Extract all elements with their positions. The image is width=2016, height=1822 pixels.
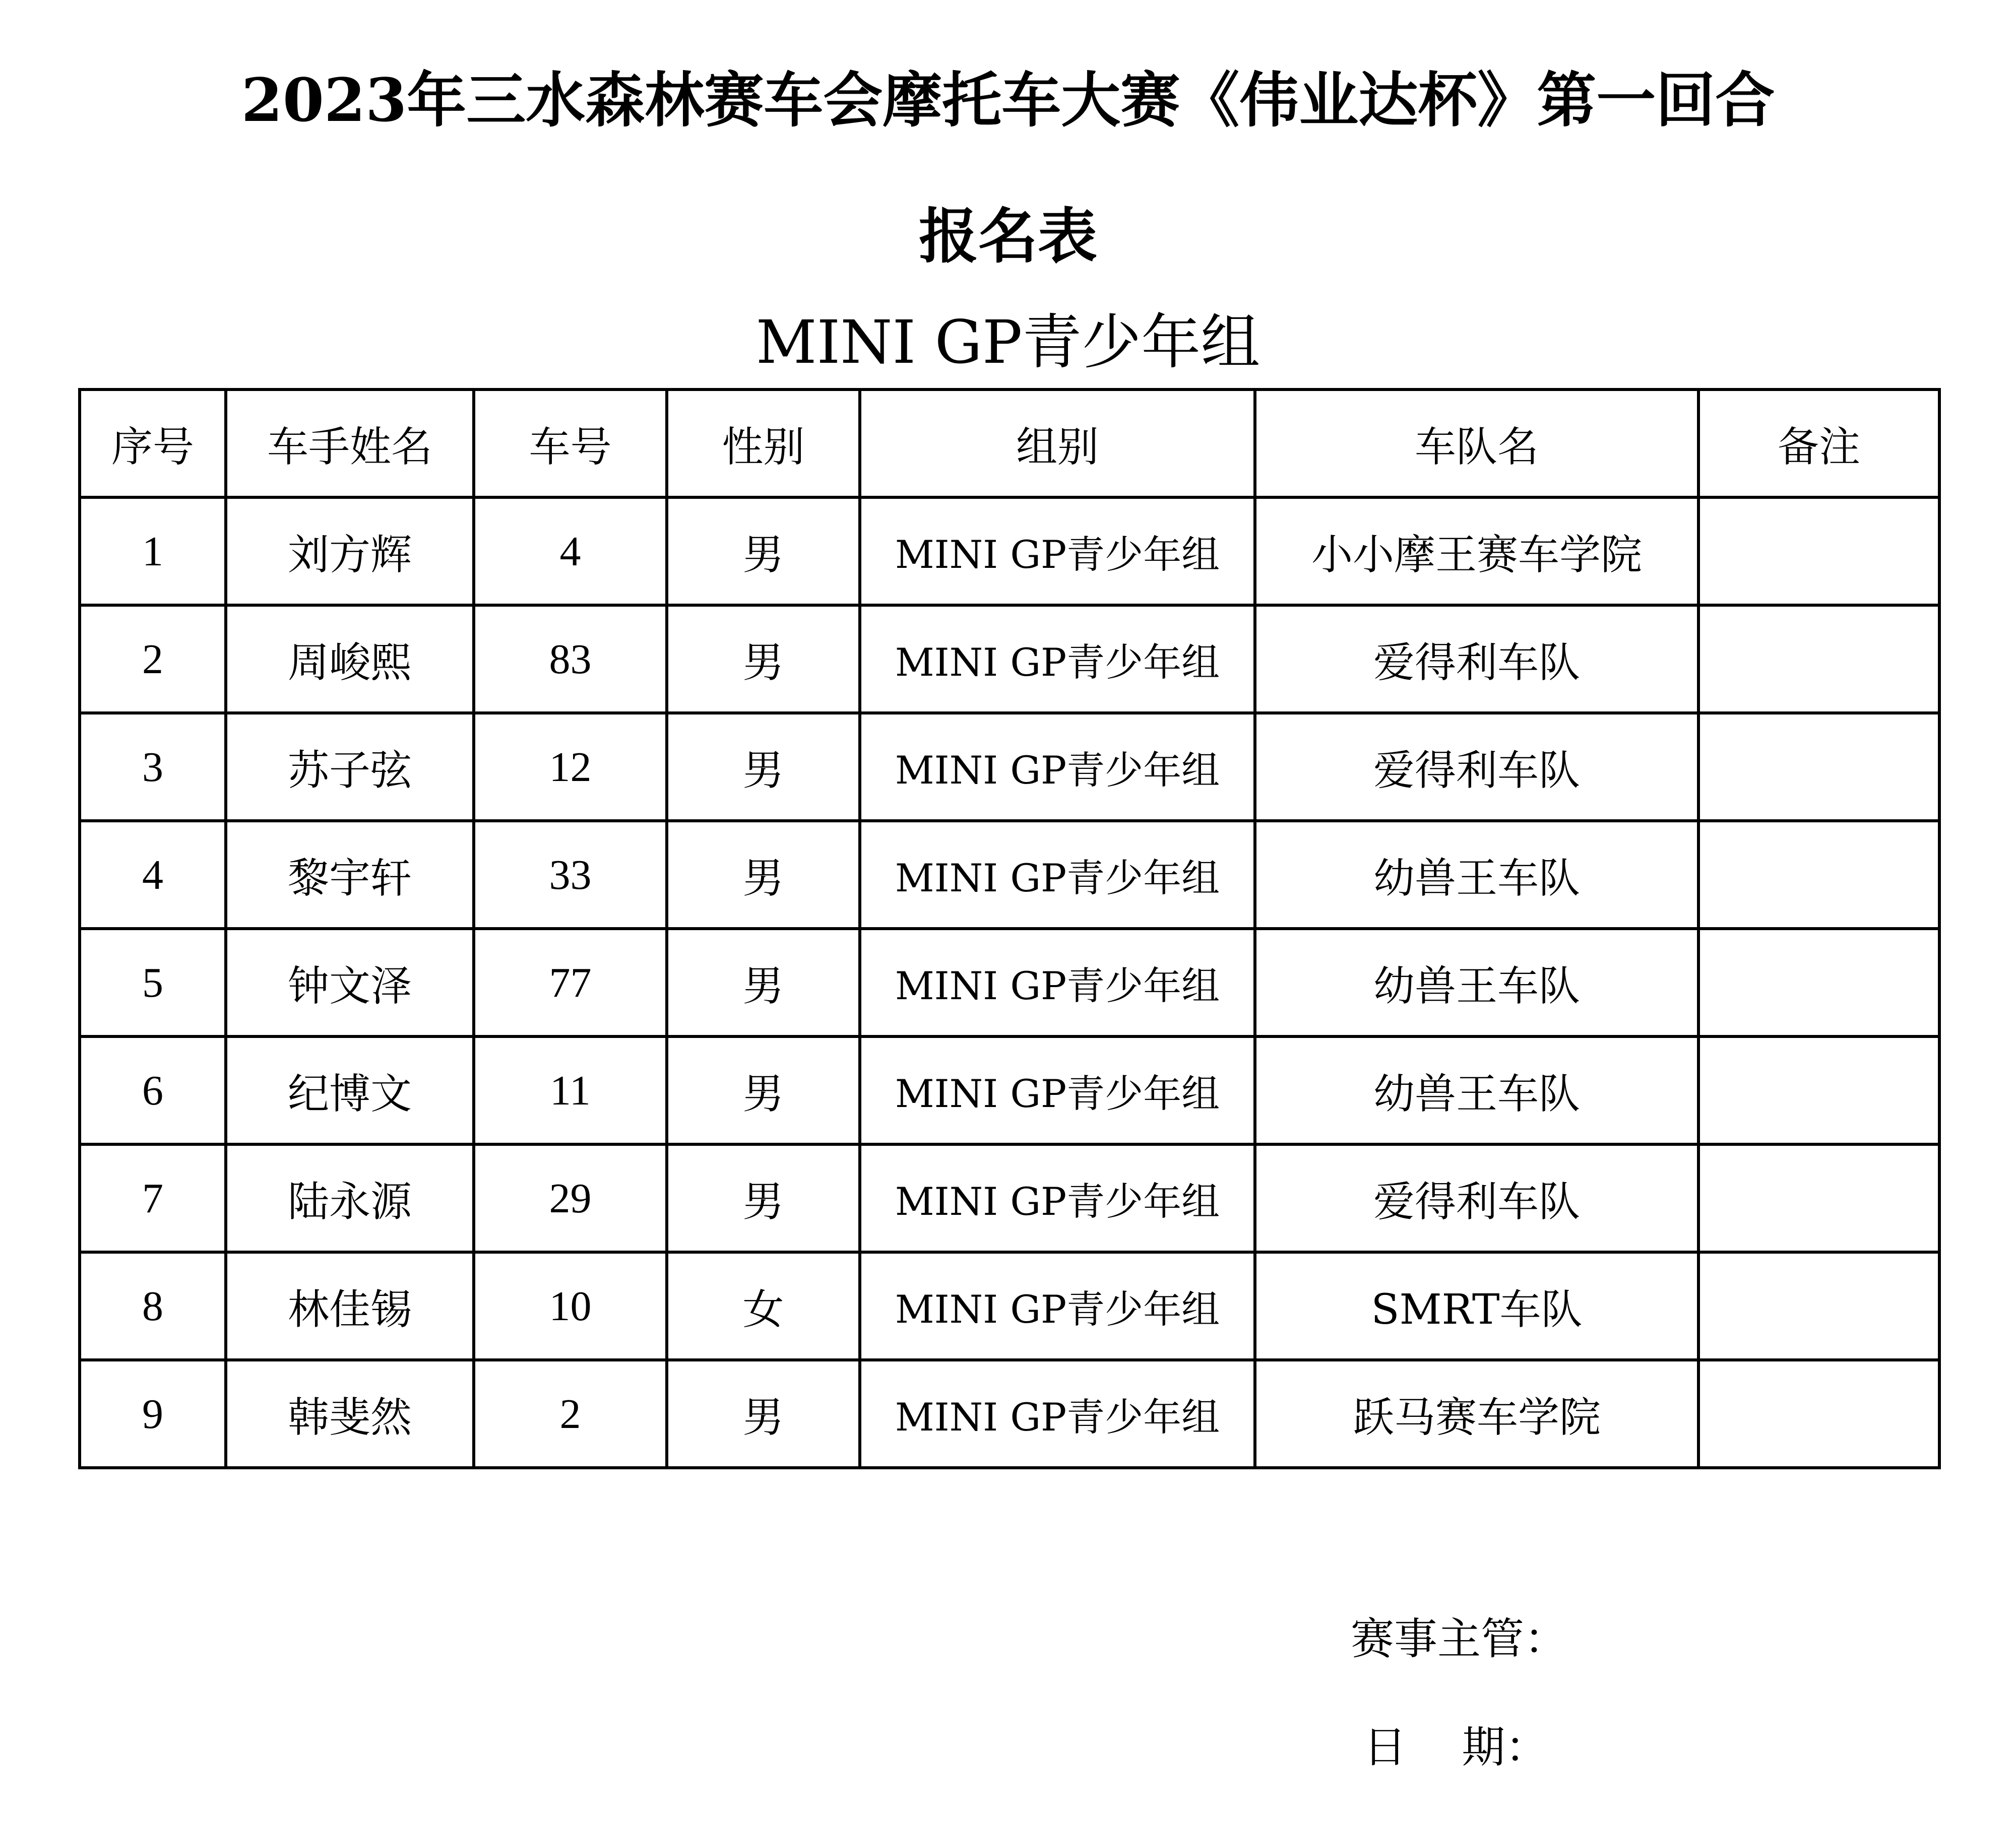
header-gender: 性别 xyxy=(667,389,860,497)
cell-gender: 男 xyxy=(667,1144,860,1252)
cell-team: 跃马赛车学院 xyxy=(1255,1360,1698,1468)
cell-car-no: 77 xyxy=(474,929,667,1036)
table-row xyxy=(80,497,1939,605)
table-row xyxy=(80,1144,1939,1252)
date-label: 日 期： xyxy=(1363,1722,1549,1773)
cell-name: 林佳锡 xyxy=(226,1252,474,1360)
cell-group: MINI GP青少年组 xyxy=(860,1252,1255,1360)
cell-team: 爱得利车队 xyxy=(1255,1144,1698,1252)
cell-car-no: 12 xyxy=(474,713,667,821)
cell-name: 纪博文 xyxy=(226,1036,474,1144)
table-row xyxy=(80,1360,1939,1468)
table-row xyxy=(80,713,1939,821)
cell-group: MINI GP青少年组 xyxy=(860,497,1255,605)
cell-no: 7 xyxy=(80,1144,226,1252)
cell-car-no: 2 xyxy=(474,1360,667,1468)
cell-note xyxy=(1698,1360,1939,1468)
header-note: 备注 xyxy=(1698,389,1939,497)
cell-no: 4 xyxy=(80,821,226,929)
header-group: 组别 xyxy=(860,389,1255,497)
cell-team: 幼兽王车队 xyxy=(1255,821,1698,929)
cell-note xyxy=(1698,713,1939,821)
cell-group: MINI GP青少年组 xyxy=(860,821,1255,929)
cell-team: 小小摩王赛车学院 xyxy=(1255,497,1698,605)
cell-group: MINI GP青少年组 xyxy=(860,605,1255,713)
table-row xyxy=(80,821,1939,929)
table-header-row xyxy=(80,389,1939,497)
cell-name: 陆永源 xyxy=(226,1144,474,1252)
table-row xyxy=(80,929,1939,1036)
cell-team: 幼兽王车队 xyxy=(1255,929,1698,1036)
cell-no: 6 xyxy=(80,1036,226,1144)
registration-table xyxy=(78,388,1941,1469)
cell-gender: 男 xyxy=(667,605,860,713)
cell-gender: 男 xyxy=(667,929,860,1036)
header-team: 车队名 xyxy=(1255,389,1698,497)
cell-car-no: 83 xyxy=(474,605,667,713)
header-name: 车手姓名 xyxy=(226,389,474,497)
supervisor-signature-label: 赛事主管： xyxy=(1351,1614,1567,1664)
document-title: 2023年三水森林赛车会摩托车大赛《伟业达杯》第一回合 xyxy=(241,65,1775,135)
cell-no: 3 xyxy=(80,713,226,821)
cell-group: MINI GP青少年组 xyxy=(860,1360,1255,1468)
cell-group: MINI GP青少年组 xyxy=(860,713,1255,821)
cell-name: 钟文泽 xyxy=(226,929,474,1036)
cell-name: 黎宇轩 xyxy=(226,821,474,929)
cell-group: MINI GP青少年组 xyxy=(860,1036,1255,1144)
cell-note xyxy=(1698,605,1939,713)
cell-note xyxy=(1698,1144,1939,1252)
cell-gender: 男 xyxy=(667,1360,860,1468)
cell-car-no: 33 xyxy=(474,821,667,929)
cell-name: 韩斐然 xyxy=(226,1360,474,1468)
cell-note xyxy=(1698,1036,1939,1144)
cell-name: 周峻熙 xyxy=(226,605,474,713)
cell-gender: 男 xyxy=(667,821,860,929)
cell-gender: 男 xyxy=(667,497,860,605)
cell-no: 9 xyxy=(80,1360,226,1468)
cell-name: 苏子弦 xyxy=(226,713,474,821)
group-title: MINI GP青少年组 xyxy=(755,307,1261,377)
document-subtitle: 报名表 xyxy=(918,201,1097,271)
cell-car-no: 29 xyxy=(474,1144,667,1252)
cell-note xyxy=(1698,497,1939,605)
table-row xyxy=(80,605,1939,713)
cell-note xyxy=(1698,1252,1939,1360)
cell-note xyxy=(1698,929,1939,1036)
cell-gender: 男 xyxy=(667,713,860,821)
cell-no: 2 xyxy=(80,605,226,713)
cell-car-no: 11 xyxy=(474,1036,667,1144)
cell-no: 1 xyxy=(80,497,226,605)
cell-no: 5 xyxy=(80,929,226,1036)
cell-car-no: 4 xyxy=(474,497,667,605)
table-row xyxy=(80,1036,1939,1144)
cell-group: MINI GP青少年组 xyxy=(860,1144,1255,1252)
table-row xyxy=(80,1252,1939,1360)
cell-group: MINI GP青少年组 xyxy=(860,929,1255,1036)
cell-team: SMRT车队 xyxy=(1255,1252,1698,1360)
cell-gender: 女 xyxy=(667,1252,860,1360)
cell-team: 爱得利车队 xyxy=(1255,713,1698,821)
header-no: 序号 xyxy=(80,389,226,497)
cell-team: 幼兽王车队 xyxy=(1255,1036,1698,1144)
cell-no: 8 xyxy=(80,1252,226,1360)
cell-car-no: 10 xyxy=(474,1252,667,1360)
header-car-no: 车号 xyxy=(474,389,667,497)
cell-note xyxy=(1698,821,1939,929)
cell-gender: 男 xyxy=(667,1036,860,1144)
cell-name: 刘方辉 xyxy=(226,497,474,605)
cell-team: 爱得利车队 xyxy=(1255,605,1698,713)
